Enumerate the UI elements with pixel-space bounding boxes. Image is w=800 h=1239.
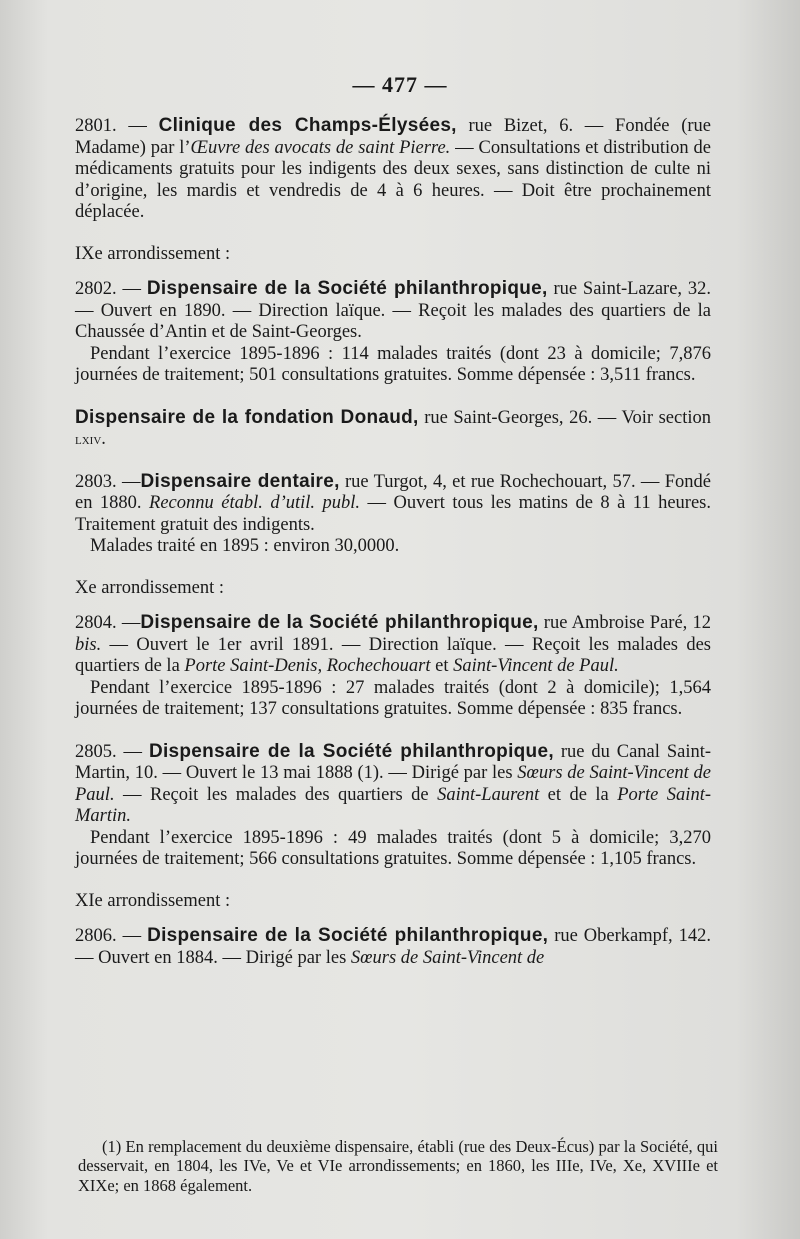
entry-2804 bbox=[75, 612, 711, 721]
footnote: (1) En remplacement du deuxième dispensaire, établi (rue des Deux-Écus) par la Société, qui desservait, en 1804, les IVe, Ve et VIe arrondissements; en 1860, les IIIe, IVe, Xe, XVIIIe et XIXe; en 1868 également. bbox=[78, 1136, 718, 1195]
entry-italic: Œuvre des avocats de saint Pierre. bbox=[190, 137, 451, 158]
entry-2802-paragraph bbox=[75, 278, 711, 344]
entry-text: rue du Canal Saint-Martin, 10. — Ouvert le 13 mai 1888 (1). — Dirigé par les bbox=[75, 741, 712, 783]
entry-text: rue Bizet, 6. — Fondée (rue Madame) par l’ bbox=[75, 116, 711, 158]
entry-text: — Reçoit les malades des quartiers de bbox=[114, 784, 438, 805]
section-reference: lxiv bbox=[75, 431, 102, 448]
entry-title: Dispensaire de la Société philanthropique, bbox=[146, 278, 548, 299]
entry-italic: bis. bbox=[75, 634, 102, 655]
entry-text: rue Saint-Lazare, 32. — Ouvert en 1890. — Direction laïque. — Reçoit les malades des quartiers de la Chaussée d’Antin et de Saint-Georges. bbox=[75, 279, 712, 342]
entry-number: 2803. — bbox=[75, 471, 141, 492]
entry-number: 2805. — bbox=[75, 741, 143, 762]
entry-2804-paragraph bbox=[75, 612, 711, 678]
entry-donaud bbox=[75, 407, 711, 451]
entry-number: 2802. — bbox=[75, 279, 141, 299]
page-number: — 477 — bbox=[352, 72, 448, 97]
entry-2806 bbox=[75, 925, 711, 969]
entry-italic: Saint-Laurent bbox=[437, 784, 540, 805]
entry-italic: Sœurs de Saint-Vincent de Paul. bbox=[75, 763, 711, 805]
entry-2803-paragraph bbox=[75, 471, 711, 537]
page-body bbox=[75, 115, 711, 969]
entry-italic: Sœurs de Saint-Vincent de bbox=[350, 947, 545, 968]
entry-text: rue Turgot, 4, et rue Rochechouart, 57. — Fondé en 1880. bbox=[75, 471, 711, 513]
entry-title: Dispensaire de la Société philanthropique, bbox=[148, 740, 554, 762]
entry-statistics: Pendant l’exercice 1895-1896 : 27 malades traités (dont 2 à domicile); 1,564 journées de traitement; 137 consultations gratuites. Somme dépensée : 835 francs. bbox=[75, 677, 711, 719]
entry-number: 2804. — bbox=[75, 613, 141, 633]
entry-text: rue Oberkampf, 142. — Ouvert en 1884. — Dirigé par les bbox=[75, 926, 712, 968]
entry-italic: Reconnu établ. d’util. publ. bbox=[149, 493, 361, 513]
entry-2805 bbox=[75, 741, 711, 871]
entry-title: Dispensaire dentaire, bbox=[140, 470, 340, 492]
entry-italic: Porte Saint-Denis, Rochechouart bbox=[184, 656, 431, 676]
entry-statistics: Malades traité en 1895 : environ 30,0000. bbox=[90, 536, 400, 556]
entry-2801 bbox=[75, 115, 711, 224]
entry-text: . bbox=[101, 429, 106, 449]
entry-text: — Ouvert tous les matins de 8 à 11 heures. Traitement gratuit des indigents. bbox=[75, 493, 711, 535]
entry-number: 2806. — bbox=[75, 926, 142, 946]
arrondissement-heading-9: IXe arrondissement : bbox=[75, 243, 231, 264]
entry-number: 2801. bbox=[75, 116, 117, 136]
entry-text: — Consultations et distribution de médicaments gratuits pour les indigents des deux sexes, sans distinction de culte ni d’origine, les mardis et vendredis de 4 à 6 heures. — Doit être prochainement déplacée. bbox=[75, 137, 711, 222]
entry-text: et de la bbox=[539, 784, 618, 805]
entry-2802 bbox=[75, 278, 711, 387]
entry-statistics: Pendant l’exercice 1895-1896 : 114 malades traités (dont 23 à domicile; 7,876 journées de traitement; 501 consultations gratuites. Somme dépensée : 3,511 francs. bbox=[75, 343, 711, 385]
entry-title: Dispensaire de la Société philanthropique, bbox=[147, 925, 549, 946]
entry-statistics: Pendant l’exercice 1895-1896 : 49 malades traités (dont 5 à domicile; 3,270 journées de traitement; 566 consultations gratuites. Somme dépensée : 1,105 francs. bbox=[75, 827, 711, 869]
entry-title: Dispensaire de la Société philanthropique, bbox=[140, 612, 539, 633]
arrondissement-heading-10: Xe arrondissement : bbox=[75, 577, 224, 598]
entry-text: rue Ambroise Paré, 12 bbox=[538, 613, 712, 633]
arrondissement-heading-11: XIe arrondissement : bbox=[75, 890, 231, 911]
entry-italic: Porte Saint-Martin. bbox=[75, 784, 711, 826]
entry-donaud-paragraph bbox=[75, 407, 711, 451]
entry-title: Clinique des Champs-Élysées, bbox=[158, 115, 457, 136]
entry-text: — Ouvert le 1er avril 1891. — Direction laïque. — Reçoit les malades des quartiers de la bbox=[75, 634, 711, 676]
entry-text: rue Saint-Georges, 26. — Voir section bbox=[418, 407, 711, 428]
entry-italic: Saint-Vincent de Paul. bbox=[453, 656, 619, 676]
entry-title: Dispensaire de la fondation Donaud, bbox=[75, 406, 419, 428]
entry-2805-paragraph bbox=[75, 741, 711, 828]
entry-2801-paragraph: 2801. — Clinique des Champs-Élysées, rue Bizet, 6. — Fondée (rue Madame) par l’Œuvre des avocats de saint Pierre. — Consultations et distribution de médicaments gratuits pour les indigents des deux sexes, sans distinction de culte ni d’origine, les mardis et vendredis de 4 à 6 heures. — Doit être prochainement déplacée. bbox=[75, 115, 711, 222]
entry-2806-paragraph bbox=[75, 925, 711, 969]
entry-2803 bbox=[75, 471, 711, 558]
entry-text: et bbox=[430, 656, 454, 676]
